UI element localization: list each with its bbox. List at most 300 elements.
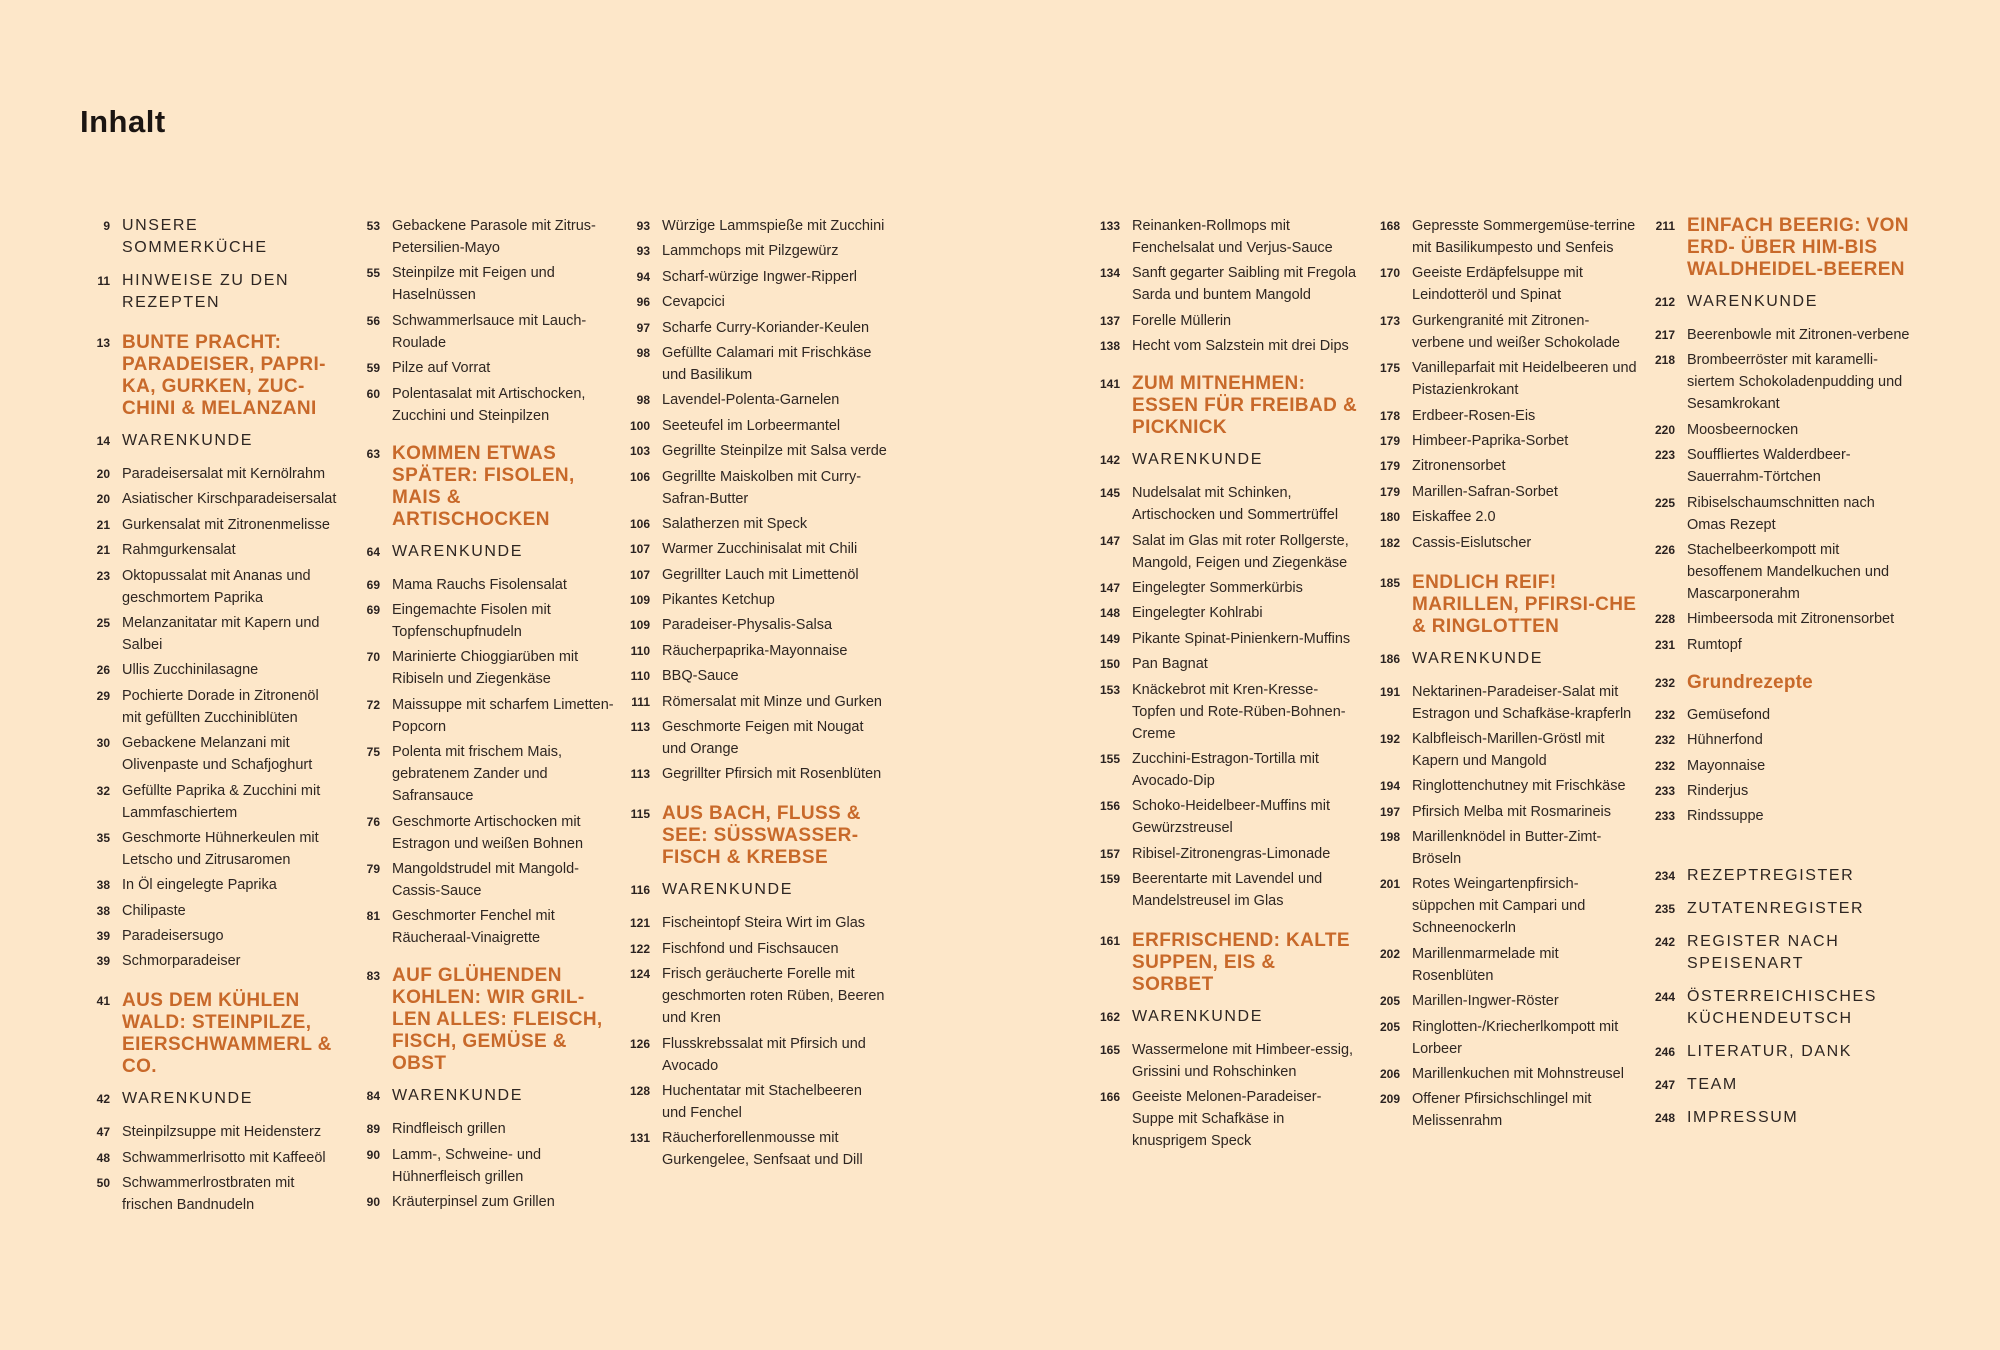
entry-title: Lammchops mit Pilzgewürz <box>662 243 839 260</box>
page-number: 38 <box>96 878 110 893</box>
page-number: 100 <box>629 418 650 433</box>
entry-title: Eingelegter Kohlrabi <box>1132 605 1263 622</box>
page-number: 107 <box>629 542 650 557</box>
recipe-entry <box>1645 780 1915 802</box>
chapter-entry <box>1645 672 1915 694</box>
entry-title: WARENKUNDE <box>1132 1008 1263 1026</box>
page-number: 81 <box>366 909 380 924</box>
page-number: 14 <box>96 434 110 448</box>
chapter-entry <box>1370 572 1640 638</box>
page-number: 53 <box>366 219 380 233</box>
page-number: 179 <box>1379 484 1400 499</box>
entry-title: Beerenbowle mit Zitronen-verbene <box>1687 327 1910 343</box>
recipe-entry <box>350 811 615 855</box>
section-entry <box>1090 1006 1360 1028</box>
page-number: 217 <box>1654 328 1675 342</box>
recipe-entry <box>1645 704 1915 726</box>
page-number: 121 <box>629 916 650 931</box>
recipe-entry <box>1370 801 1640 823</box>
page-number: 89 <box>366 1122 380 1137</box>
page-number: 47 <box>96 1125 110 1140</box>
page-number: 23 <box>96 568 110 583</box>
recipe-entry <box>620 614 890 636</box>
recipe-entry <box>620 266 890 288</box>
recipe-entry <box>1370 1088 1640 1132</box>
recipe-entry <box>350 310 615 354</box>
section-entry <box>1645 1107 1915 1129</box>
chapter-entry <box>350 443 615 531</box>
recipe-entry <box>80 514 342 536</box>
entry-title: WARENKUNDE <box>122 1090 253 1108</box>
page-number: 147 <box>1099 533 1120 548</box>
page-number: 59 <box>366 361 380 376</box>
entry-title: Marillenmarmelade mit Rosenblüten <box>1412 945 1559 984</box>
recipe-entry <box>350 1144 615 1188</box>
entry-title: ENDLICH REIF! MARILLEN, PFIRSI-CHE & RINGLOTTEN <box>1412 571 1637 637</box>
page-number: 21 <box>96 517 110 532</box>
recipe-entry <box>1370 506 1640 528</box>
entry-title: Souffliertes Walderdbeer-Sauerrahm-Törtchen <box>1687 447 1851 486</box>
entry-title: Paradeisersalat mit Kernölrahm <box>122 466 326 482</box>
page-number: 30 <box>96 736 110 751</box>
page-number: 64 <box>366 544 380 559</box>
entry-title: WARENKUNDE <box>1132 451 1263 469</box>
recipe-entry <box>1645 444 1915 488</box>
page-number: 21 <box>96 543 110 558</box>
toc-column-4 <box>1090 215 1360 1156</box>
entry-title: Gebackene Parasole mit Zitrus-Petersilien-Mayo <box>392 218 596 256</box>
page-number: 212 <box>1654 295 1675 309</box>
section-entry <box>1645 1074 1915 1096</box>
page-number: 180 <box>1379 510 1400 525</box>
entry-title: Geeiste Erdäpfelsuppe mit Leindotteröl und Spinat <box>1412 265 1583 304</box>
entry-title: Brombeerröster mit karamelli-siertem Schokoladenpudding und Sesamkrokant <box>1687 352 1903 413</box>
recipe-entry <box>620 240 890 262</box>
entry-title: ZUM MITNEHMEN: ESSEN FÜR FREIBAD & PICKNICK <box>1132 373 1358 439</box>
page-number: 244 <box>1654 990 1675 1005</box>
page-number: 179 <box>1379 433 1400 448</box>
entry-title: Rotes Weingartenpfirsich-süppchen mit Campari und Schneenockerln <box>1412 876 1586 937</box>
recipe-entry <box>350 574 615 596</box>
recipe-entry <box>350 646 615 690</box>
entry-title: Gefüllte Paprika & Zucchini mit Lammfaschiertem <box>122 782 321 821</box>
entry-title: Nektarinen-Paradeiser-Salat mit Estragon und Schafkäse-krapferln <box>1412 683 1632 722</box>
recipe-entry <box>80 612 342 656</box>
recipe-entry <box>80 950 342 972</box>
entry-title: Eingemachte Fisolen mit Topfenschupfnudeln <box>392 601 551 640</box>
entry-title: Moosbeernocken <box>1687 421 1799 438</box>
entry-title: BBQ-Sauce <box>662 668 739 685</box>
page-number: 106 <box>629 469 650 484</box>
section-entry <box>1645 986 1915 1030</box>
page-number: 220 <box>1654 422 1675 437</box>
toc-column-2 <box>350 215 615 1216</box>
recipe-entry <box>1090 1086 1360 1152</box>
page-number: 206 <box>1379 1067 1400 1082</box>
page-number: 234 <box>1654 869 1675 884</box>
page-number: 20 <box>96 492 110 507</box>
entry-title: Paradeisersugo <box>122 928 224 945</box>
recipe-entry <box>620 564 890 586</box>
entry-title: Frisch geräucherte Forelle mit geschmorten roten Rüben, Beeren und Kren <box>662 966 885 1027</box>
page-number: 39 <box>96 929 110 944</box>
page-number: 115 <box>630 807 650 822</box>
section-entry <box>1645 291 1915 313</box>
recipe-entry <box>1370 430 1640 452</box>
entry-title: IMPRESSUM <box>1687 1109 1799 1127</box>
entry-title: Gegrillter Pfirsich mit Rosenblüten <box>662 766 882 783</box>
page-number: 218 <box>1654 353 1675 368</box>
entry-title: Marinierte Chioggiarüben mit Ribiseln und Ziegenkäse <box>392 649 579 688</box>
page-number: 32 <box>96 783 110 798</box>
recipe-entry <box>620 640 890 662</box>
page-number: 175 <box>1379 361 1400 376</box>
page-number: 131 <box>629 1131 650 1146</box>
entry-title: Oktopussalat mit Ananas und geschmortem Paprika <box>122 567 311 606</box>
page-number: 138 <box>1099 339 1120 354</box>
entry-title: ZUTATENREGISTER <box>1687 900 1865 918</box>
entry-title: Römersalat mit Minze und Gurken <box>662 693 882 710</box>
page-number: 247 <box>1654 1078 1675 1093</box>
entry-title: Steinpilzsuppe mit Heidensterz <box>122 1124 322 1141</box>
recipe-entry <box>620 389 890 411</box>
page-number: 126 <box>629 1036 650 1051</box>
entry-title: Eingelegter Sommerkürbis <box>1132 579 1303 596</box>
page-number: 233 <box>1654 783 1675 798</box>
page-number: 109 <box>629 593 650 608</box>
page-number: 109 <box>629 618 650 633</box>
page-number: 25 <box>96 615 110 630</box>
entry-title: Pikante Spinat-Pinienkern-Muffins <box>1132 630 1351 647</box>
page-number: 39 <box>96 954 110 969</box>
page-number: 148 <box>1099 606 1120 621</box>
page-number: 133 <box>1099 219 1120 233</box>
page-number: 209 <box>1379 1092 1400 1107</box>
chapter-entry <box>1090 930 1360 996</box>
entry-title: WARENKUNDE <box>1412 649 1543 667</box>
recipe-entry <box>80 780 342 824</box>
page-number: 231 <box>1654 637 1675 652</box>
entry-title: Himbeer-Paprika-Sorbet <box>1412 432 1569 449</box>
recipe-entry <box>1370 826 1640 870</box>
recipe-entry <box>1370 728 1640 772</box>
page-number: 205 <box>1379 1019 1400 1034</box>
page-number: 113 <box>630 720 650 735</box>
entry-title: Geschmorte Feigen mit Nougat und Orange <box>662 719 864 758</box>
entry-title: Marillenkuchen mit Mohnstreusel <box>1412 1066 1624 1083</box>
page-number: 90 <box>366 1147 380 1162</box>
entry-title: ÖSTERREICHISCHES KÜCHENDEUTSCH <box>1687 988 1878 1028</box>
entry-title: KOMMEN ETWAS SPÄTER: FISOLEN, MAIS & ARTISCHOCKEN <box>392 442 575 530</box>
entry-title: Reinanken-Rollmops mit Fenchelsalat und Verjus-Sauce <box>1132 218 1333 256</box>
recipe-entry <box>350 383 615 427</box>
entry-title: WARENKUNDE <box>122 432 253 449</box>
entry-title: WARENKUNDE <box>1687 293 1818 310</box>
page-number: 110 <box>630 643 650 658</box>
recipe-entry <box>350 357 615 379</box>
page-number: 142 <box>1099 453 1120 468</box>
recipe-entry <box>350 1191 615 1213</box>
page-number: 69 <box>366 577 380 592</box>
entry-title: Nudelsalat mit Schinken, Artischocken und Sommertrüffel <box>1132 485 1339 524</box>
chapter-entry <box>80 332 342 420</box>
page-number: 155 <box>1099 751 1120 766</box>
page-number: 110 <box>630 669 650 684</box>
page-number: 156 <box>1099 799 1120 814</box>
page-number: 185 <box>1379 575 1400 590</box>
page-number: 94 <box>636 269 650 284</box>
entry-title: AUF GLÜHENDEN KOHLEN: WIR GRIL-LEN ALLES: FLEISCH, FISCH, GEMÜSE & OBST <box>392 965 603 1075</box>
recipe-entry <box>620 963 890 1029</box>
page-number: 153 <box>1099 682 1120 697</box>
page-number: 205 <box>1379 994 1400 1009</box>
page-number: 111 <box>631 694 650 709</box>
recipe-entry <box>350 741 615 807</box>
entry-title: Ribisel-Zitronengras-Limonade <box>1132 845 1331 862</box>
recipe-entry <box>620 440 890 462</box>
page-number: 106 <box>629 516 650 531</box>
recipe-entry <box>1645 324 1915 346</box>
entry-title: Scharf-würzige Ingwer-Ripperl <box>662 268 858 285</box>
chapter-entry <box>80 990 342 1078</box>
page-number: 128 <box>629 1083 650 1098</box>
entry-title: Mama Rauchs Fisolensalat <box>392 576 567 593</box>
entry-title: EINFACH BEERIG: VON ERD- ÜBER HIM-BIS WALDHEIDEL-BEEREN <box>1687 215 1909 280</box>
page-number: 246 <box>1654 1045 1675 1060</box>
recipe-entry <box>620 1033 890 1077</box>
recipe-entry <box>80 900 342 922</box>
page-number: 72 <box>366 697 380 712</box>
page-number: 226 <box>1654 542 1675 557</box>
recipe-entry <box>1645 539 1915 605</box>
recipe-entry <box>620 466 890 510</box>
entry-title: Seeteufel im Lorbeermantel <box>662 417 841 434</box>
page-number: 223 <box>1654 448 1675 463</box>
entry-title: Marillenknödel in Butter-Zimt-Bröseln <box>1412 829 1602 868</box>
entry-title: Salat im Glas mit roter Rollgerste, Mangold, Feigen und Ziegenkäse <box>1132 532 1349 571</box>
entry-title: Hecht vom Salzstein mit drei Dips <box>1132 338 1349 355</box>
page-number: 56 <box>366 313 380 328</box>
page-number: 63 <box>366 446 380 461</box>
page-number: 242 <box>1654 935 1675 950</box>
recipe-entry <box>1090 482 1360 526</box>
page-number: 116 <box>630 883 650 898</box>
page-number: 29 <box>96 688 110 703</box>
page-number: 60 <box>366 386 380 401</box>
entry-title: Polentasalat mit Artischocken, Zucchini und Steinpilzen <box>392 385 586 424</box>
page-number: 186 <box>1379 651 1400 666</box>
recipe-entry <box>620 912 890 934</box>
recipe-entry <box>1090 215 1360 259</box>
recipe-entry <box>1370 405 1640 427</box>
entry-title: Beerentarte mit Lavendel und Mandelstreusel im Glas <box>1132 871 1323 910</box>
entry-title: Pilze auf Vorrat <box>392 360 491 377</box>
toc-column-5 <box>1370 215 1640 1136</box>
page-number: 233 <box>1654 809 1675 824</box>
entry-title: Cevapcici <box>662 294 725 311</box>
entry-title: BUNTE PRACHT: PARADEISER, PAPRI-KA, GURKEN, ZUC-CHINI & MELANZANI <box>122 332 326 419</box>
entry-title: Gebackene Melanzani mit Olivenpaste und Schafjoghurt <box>122 735 313 774</box>
entry-title: HINWEISE ZU DEN REZEPTEN <box>122 272 290 311</box>
entry-title: Huchentatar mit Stachelbeeren und Fenchel <box>662 1082 862 1121</box>
entry-title: Geschmorter Fenchel mit Räucheraal-Vinaigrette <box>392 908 555 947</box>
entry-title: Offener Pfirsichschlingel mit Melissenrahm <box>1412 1091 1592 1130</box>
entry-title: AUS BACH, FLUSS & SEE: SÜSSWASSER-FISCH & KREBSE <box>662 803 861 869</box>
section-entry <box>1645 898 1915 920</box>
page-number: 79 <box>366 861 380 876</box>
entry-title: Gegrillter Lauch mit Limettenöl <box>662 566 859 583</box>
recipe-entry <box>620 317 890 339</box>
recipe-entry <box>80 1172 342 1216</box>
chapter-entry <box>620 803 890 869</box>
page-number: 83 <box>366 969 380 984</box>
entry-title: Geschmorte Artischocken mit Estragon und weißen Bohnen <box>392 813 584 852</box>
entry-title: Chilipaste <box>122 902 186 919</box>
recipe-entry <box>1090 868 1360 912</box>
entry-title: Geschmorte Hühnerkeulen mit Letscho und Zitrusaromen <box>122 829 319 868</box>
page-number: 198 <box>1379 830 1400 845</box>
entry-title: Paradeiser-Physalis-Salsa <box>662 617 833 634</box>
entry-title: Schoko-Heidelbeer-Muffins mit Gewürzstreusel <box>1132 798 1330 837</box>
page-number: 96 <box>636 295 650 310</box>
page-number: 35 <box>96 830 110 845</box>
recipe-entry <box>1370 1063 1640 1085</box>
entry-title: Ringlottenchutney mit Frischkäse <box>1412 778 1626 795</box>
page-number: 38 <box>96 903 110 918</box>
page-number: 232 <box>1654 707 1675 722</box>
recipe-entry <box>1370 310 1640 354</box>
recipe-entry <box>1090 530 1360 574</box>
page-number: 168 <box>1379 219 1400 233</box>
recipe-entry <box>1645 805 1915 827</box>
page-number: 141 <box>1099 377 1120 392</box>
recipe-entry <box>1090 577 1360 599</box>
recipe-entry <box>80 659 342 681</box>
entry-title: Pfirsich Melba mit Rosmarineis <box>1412 803 1612 820</box>
page-title: Inhalt <box>80 104 166 139</box>
recipe-entry <box>1370 681 1640 725</box>
entry-title: Räucherpaprika-Mayonnaise <box>662 642 848 659</box>
page-number: 42 <box>96 1092 110 1107</box>
recipe-entry <box>350 262 615 306</box>
recipe-entry <box>80 732 342 776</box>
recipe-entry <box>620 215 890 237</box>
recipe-entry <box>620 1127 890 1171</box>
entry-title: Forelle Müllerin <box>1132 312 1232 329</box>
section-entry <box>1645 865 1915 887</box>
recipe-entry <box>1645 349 1915 415</box>
page-number: 107 <box>629 567 650 582</box>
page-number: 41 <box>96 994 110 1009</box>
entry-title: Gurkensalat mit Zitronenmelisse <box>122 516 330 533</box>
entry-title: Cassis-Eislutscher <box>1412 534 1532 551</box>
entry-title: TEAM <box>1687 1076 1738 1094</box>
page-number: 166 <box>1099 1090 1120 1105</box>
recipe-entry <box>620 589 890 611</box>
recipe-entry <box>620 415 890 437</box>
recipe-entry <box>1090 310 1360 332</box>
entry-title: Lavendel-Polenta-Garnelen <box>662 392 840 409</box>
page-number: 191 <box>1379 684 1400 699</box>
recipe-entry <box>1370 873 1640 939</box>
page-number: 124 <box>629 967 650 982</box>
page-number: 165 <box>1099 1043 1120 1058</box>
entry-title: Rindssuppe <box>1687 808 1764 825</box>
entry-title: Schwammerlsauce mit Lauch-Roulade <box>392 312 587 351</box>
page-number: 182 <box>1379 535 1400 550</box>
entry-title: Pochierte Dorade in Zitronenöl mit gefüllten Zucchiniblüten <box>122 687 319 726</box>
entry-title: Erdbeer-Rosen-Eis <box>1412 407 1536 424</box>
chapter-entry <box>1645 215 1915 281</box>
section-entry <box>1645 931 1915 975</box>
page-number: 178 <box>1379 408 1400 423</box>
page-number: 9 <box>103 219 110 233</box>
recipe-entry <box>80 925 342 947</box>
recipe-entry <box>1370 943 1640 987</box>
recipe-entry <box>1645 729 1915 751</box>
page-number: 48 <box>96 1150 110 1165</box>
entry-title: Räucherforellenmousse mit Gurkengelee, Senfsaat und Dill <box>662 1130 863 1169</box>
page-number: 150 <box>1099 657 1120 672</box>
page-number: 211 <box>1655 219 1675 233</box>
recipe-entry <box>1090 262 1360 306</box>
recipe-entry <box>80 488 342 510</box>
recipe-entry <box>350 215 615 259</box>
chapter-entry <box>1090 373 1360 439</box>
recipe-entry <box>1645 755 1915 777</box>
recipe-entry <box>620 716 890 760</box>
recipe-entry <box>1645 419 1915 441</box>
entry-title: Zucchini-Estragon-Tortilla mit Avocado-Dip <box>1132 750 1319 789</box>
recipe-entry <box>1090 748 1360 792</box>
recipe-entry <box>620 1080 890 1124</box>
section-entry <box>80 430 342 452</box>
page-number: 149 <box>1099 631 1120 646</box>
page-number: 192 <box>1379 731 1400 746</box>
section-entry <box>80 270 342 314</box>
page-number: 248 <box>1654 1111 1675 1126</box>
page-number: 55 <box>366 266 380 281</box>
entry-title: In Öl eingelegte Paprika <box>122 877 277 894</box>
entry-title: Gefüllte Calamari mit Frischkäse und Basilikum <box>662 344 872 383</box>
chapter-entry <box>350 965 615 1075</box>
entry-title: Steinpilze mit Feigen und Haselnüssen <box>392 265 555 304</box>
page-number: 228 <box>1654 612 1675 627</box>
recipe-entry <box>80 827 342 871</box>
recipe-entry <box>1370 1016 1640 1060</box>
entry-title: Salatherzen mit Speck <box>662 515 808 532</box>
page-number: 201 <box>1379 877 1400 892</box>
entry-title: Himbeersoda mit Zitronensorbet <box>1687 611 1895 628</box>
recipe-entry <box>350 905 615 949</box>
page-number: 20 <box>96 467 110 481</box>
page-number: 202 <box>1379 946 1400 961</box>
page-number: 147 <box>1099 580 1120 595</box>
recipe-entry <box>80 463 342 485</box>
page-number: 159 <box>1099 872 1120 887</box>
entry-title: Fischeintopf Steira Wirt im Glas <box>662 915 866 932</box>
page-number: 98 <box>636 345 650 360</box>
entry-title: Gurkengranité mit Zitronen-verbene und weißer Schokolade <box>1412 312 1620 351</box>
page-number: 179 <box>1379 459 1400 474</box>
section-entry <box>350 541 615 563</box>
entry-title: Warmer Zucchinisalat mit Chili <box>662 541 858 558</box>
entry-title: Zitronensorbet <box>1412 458 1506 475</box>
recipe-entry <box>1370 357 1640 401</box>
entry-title: Hühnerfond <box>1687 732 1763 749</box>
entry-title: Ribiselschaumschnitten nach Omas Rezept <box>1687 494 1875 533</box>
page-number: 173 <box>1379 313 1400 328</box>
